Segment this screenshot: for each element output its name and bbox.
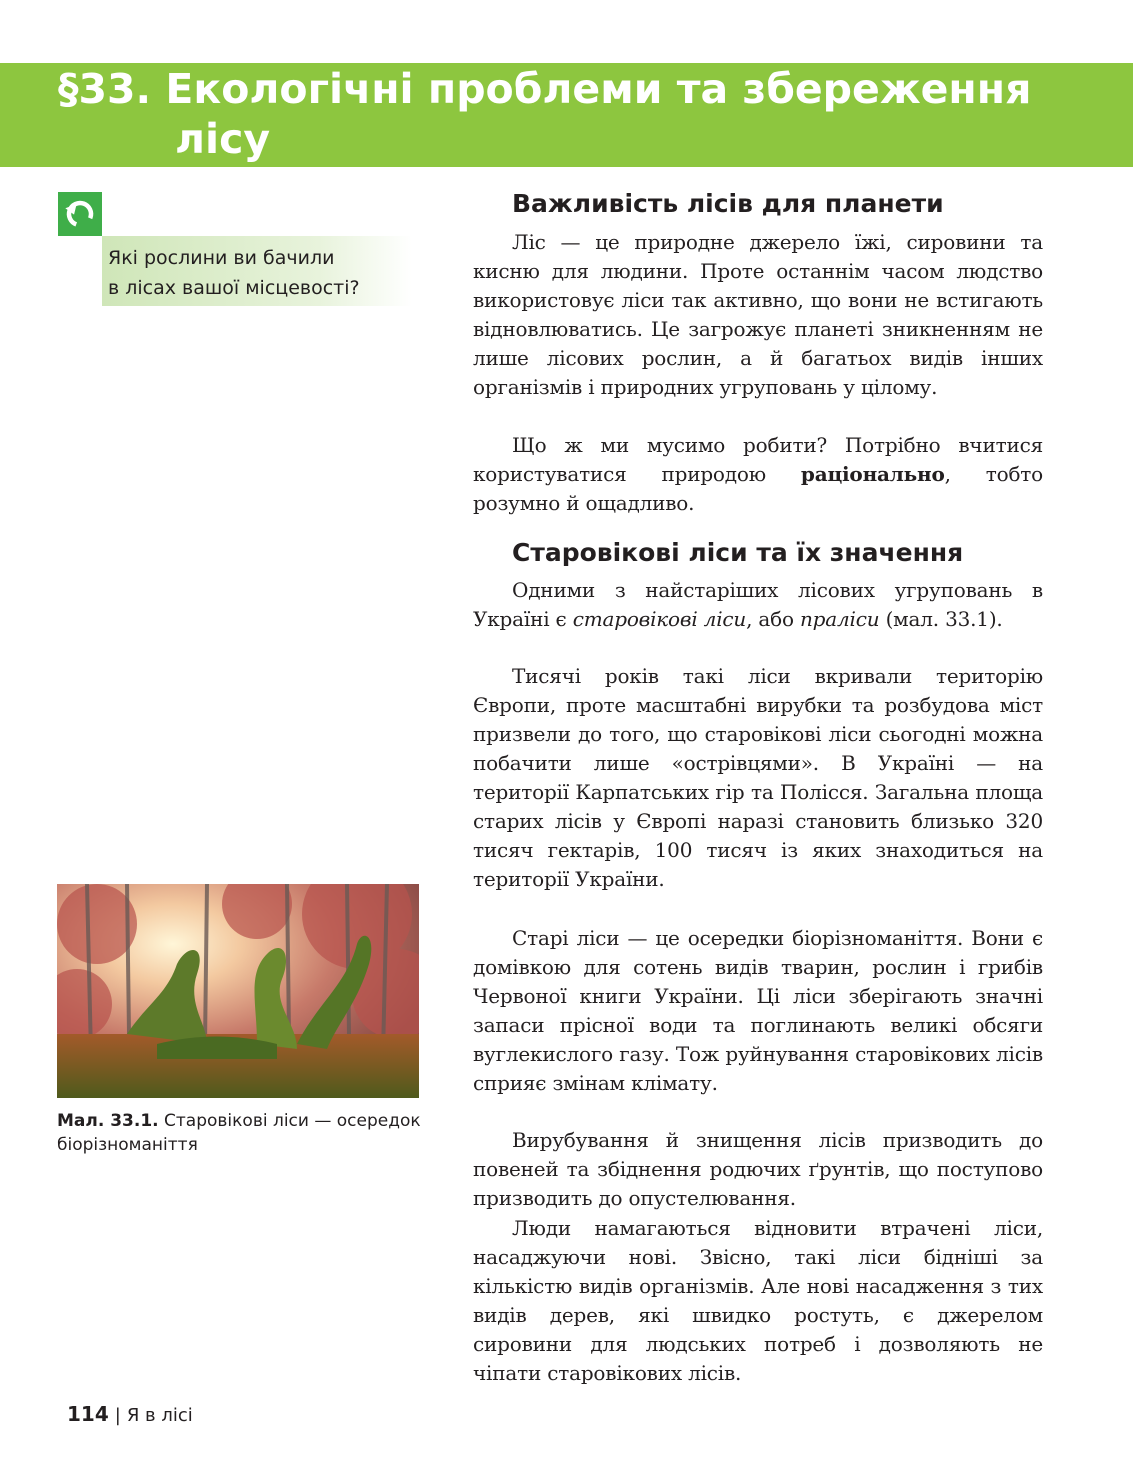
paragraph-text: (мал. 33.1). [879, 607, 1003, 631]
paragraph-text: , тобто розумно й ощадливо. [473, 462, 1043, 515]
review-question [108, 243, 418, 303]
paragraph-text: Що ж ми мусимо робити? Потрібно вчитися користуватися природою [473, 433, 1043, 486]
paragraph: Тисячі років такі ліси вкривали територію Європи, проте масштабні вирубки та розбудова міст призвели до того, що старовікові ліси сьогодні можна побачити лише «острівцями». В Україні — на території Карпатських гір та Полісся. Загальна площа старих лісів у Європі наразі становить близько 320 тисяч гектарів, 100 тисяч із яких знаходиться на території України. [473, 664, 1043, 891]
page-number: 114 [67, 1402, 109, 1426]
paragraph [473, 576, 1043, 634]
chapter-name: Я в лісі [126, 1405, 193, 1426]
section-heading-importance: Важливість лісів для планети [512, 189, 944, 218]
chapter-title [58, 64, 1118, 164]
paragraph: Вирубування й знищення лісів призводить до повеней та збіднення родючих ґрунтів, що поступово призводить до опустелювання. [473, 1128, 1043, 1210]
chapter-title-line-1: §33. Екологічні проблеми та збереження [58, 65, 1032, 113]
italic-term: старовікові ліси [572, 607, 747, 631]
review-question-line-2: в лісах вашої місцевості? [108, 277, 360, 299]
italic-term: праліси [800, 607, 880, 631]
paragraph: Люди намагаються відновити втрачені ліси, насаджуючи нові. Звісно, такі ліси бідніші за кількістю видів організмів. Але нові насадження з тих видів дерев, які швидко ростуть, є джерелом сировини для людських потреб і дозволяють не чіпати старовікових лісів. [473, 1216, 1043, 1385]
paragraph: Ліс — це природне джерело їжі, сировини та кисню для людини. Проте останнім часом людство використовує ліси так активно, що вони не встигають відновлюватись. Це загрожує планеті зникненням не лише лісових рослин, а й багатьох видів інших організмів і природних угруповань у цілому. [473, 230, 1043, 399]
chapter-title-line-2: лісу [175, 115, 271, 163]
section-heading-old-forests: Старовікові ліси та їх значення [512, 538, 964, 567]
paragraph: Старі ліси — це осередки біорізноманіття. Вони є домівкою для сотень видів тварин, рослин і грибів Червоної книги України. Ці ліси зберігають значні запаси прісної води та поглинають великі обсяги вуглекислого газу. Тож руйнування старовікових лісів сприяє змінам клімату. [473, 926, 1043, 1095]
footer-separator: | [114, 1405, 121, 1426]
figure-caption [57, 1109, 427, 1157]
bold-term: раціонально [800, 462, 945, 486]
caption-text: Старовікові ліси — осередок біорізноманіття [57, 1111, 421, 1155]
paragraph-text: , або [746, 607, 800, 631]
forest-photo [57, 884, 419, 1098]
caption-label: Мал. 33.1. [57, 1111, 159, 1131]
refresh-arrow-icon [58, 192, 102, 236]
page-footer [67, 1401, 193, 1429]
paragraph [473, 431, 1043, 518]
paragraph-text: Одними з найстаріших лісових угруповань в Україні є [473, 578, 1043, 631]
review-question-line-1: Які рослини ви бачили [108, 247, 335, 269]
